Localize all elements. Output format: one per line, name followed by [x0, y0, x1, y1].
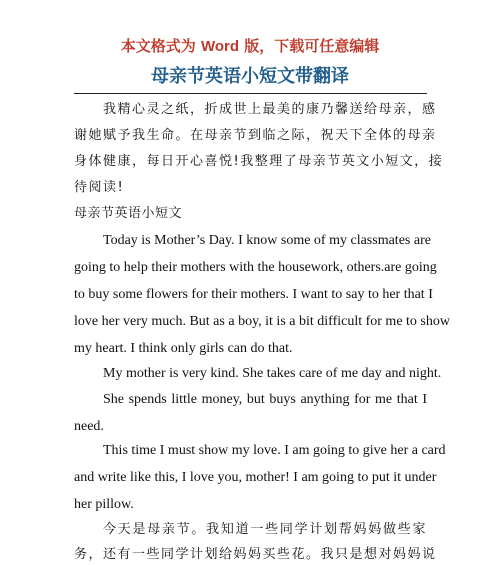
para5-line-2: 务，还有一些同学计划给妈妈买些花。我只是想对妈妈说	[74, 547, 437, 562]
intro-line-4: 待阅读!	[74, 180, 125, 195]
para3-line-1: She spends little money, but buys anything for me that I	[103, 392, 427, 407]
document-title: 母亲节英语小短文带翻译	[151, 66, 349, 87]
para5-line-1: 今天是母亲节。我知道一些同学计划帮妈妈做些家	[103, 522, 427, 537]
para1-line-3: to buy some flowers for their mothers. I want to say to her that I	[74, 287, 433, 302]
intro-line-1: 我精心灵之纸，折成世上最美的康乃馨送给母亲，感	[103, 102, 437, 117]
para1-line-5: my heart. I think only girls can do that.	[74, 341, 293, 356]
section-heading: 母亲节英语小短文	[74, 206, 183, 221]
intro-line-2: 谢她赋予我生命。在母亲节到临之际，祝天下全体的母亲	[74, 128, 437, 143]
para1-line-4: love her very much. But as a boy, it is a bit difficult for me to show	[74, 314, 450, 329]
para4-line-3: her pillow.	[74, 497, 134, 512]
title-divider	[74, 93, 427, 94]
para2-line-1: My mother is very kind. She takes care of me day and night.	[103, 366, 442, 381]
para1-line-2: going to help their mothers with the housework, others.are going	[74, 260, 437, 275]
intro-line-3: 身体健康，每日开心喜悦!我整理了母亲节英文小短文，接	[74, 154, 444, 169]
banner-suffix: 版，下载可任意编辑	[239, 37, 380, 55]
banner-prefix: 本文格式为	[120, 37, 201, 55]
format-banner	[0, 36, 500, 57]
para3-line-2: need.	[74, 419, 104, 434]
para4-line-1: This time I must show my love. I am going to give her a card	[103, 443, 446, 458]
para4-line-2: and write like this, I love you, mother! I am going to put it under	[74, 470, 437, 485]
banner-word: Word	[200, 38, 240, 55]
para1-line-1: Today is Mother’s Day. I know some of my classmates are	[103, 233, 431, 248]
